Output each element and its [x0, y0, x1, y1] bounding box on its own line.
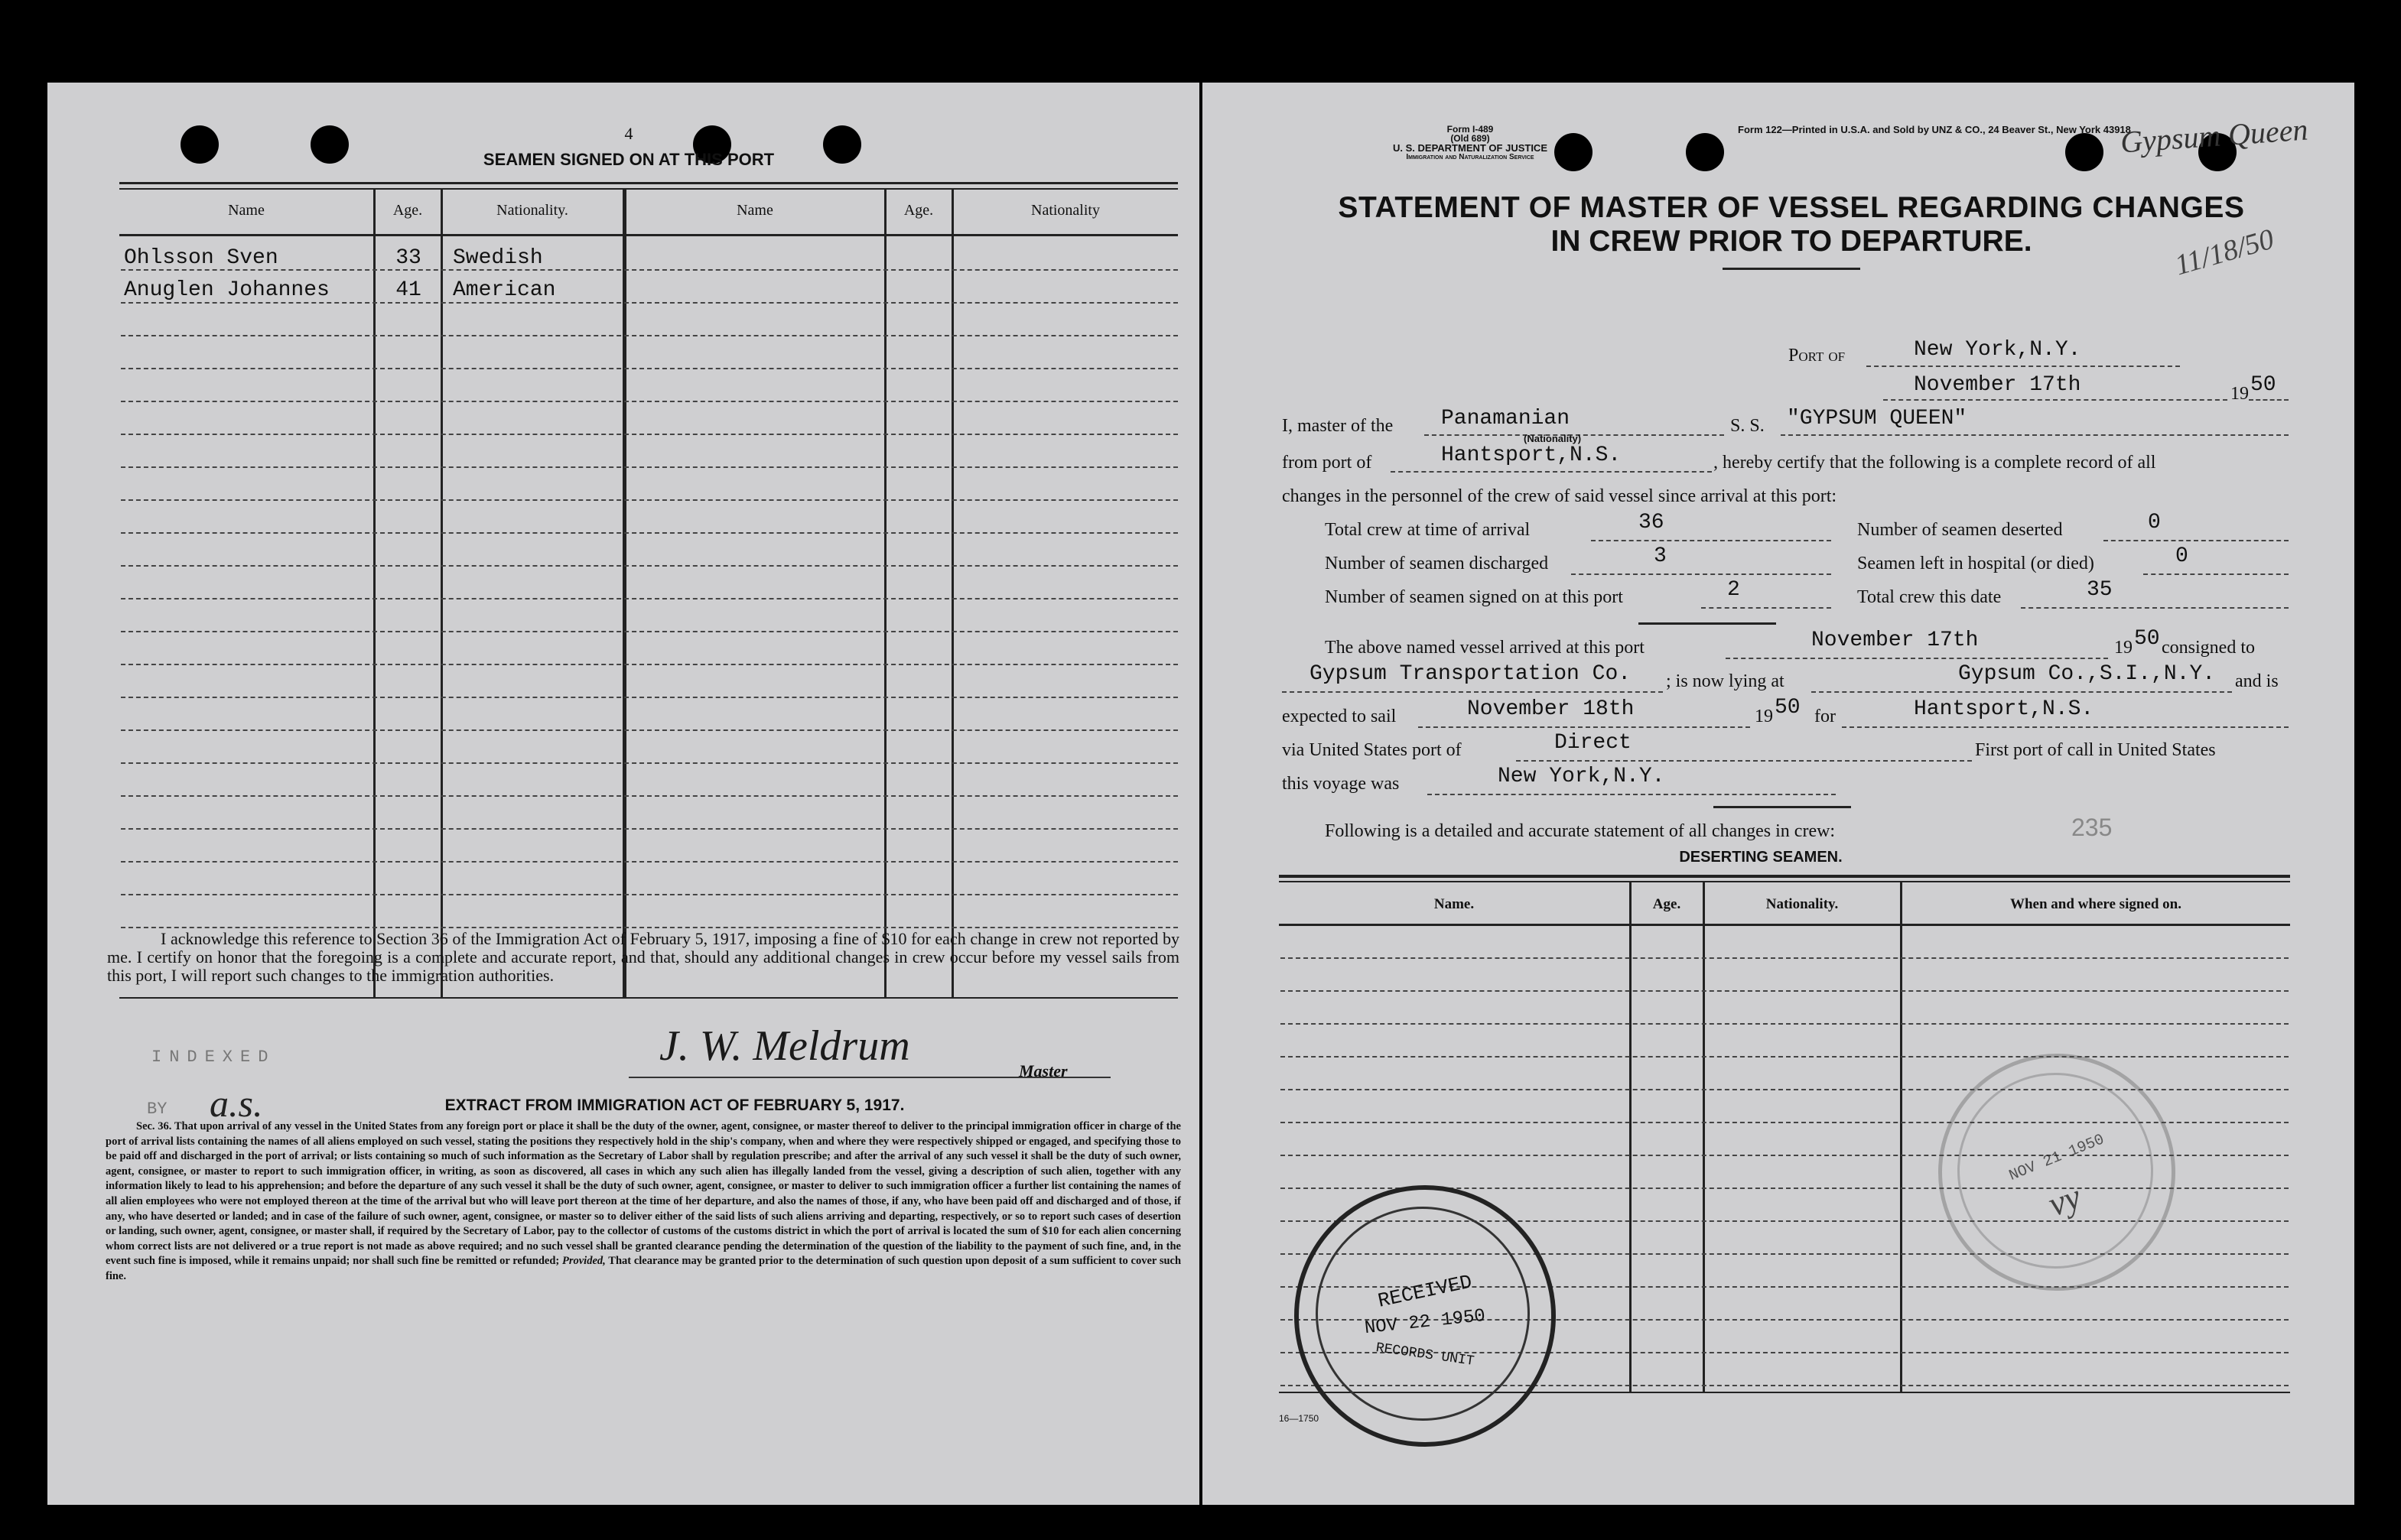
- acknowledgement-text: I acknowledge this reference to Section 36 of the Immigration Act of February 5, 1917, imposing a fine of $10 for each change in crew not reported by me. I certify on honor that the foregoing is a complete and accurate report, and that, should any additional changes in crew occur before my vessel sails from this port, I will report such changes to the immigration authorities.: [107, 929, 1179, 985]
- department: U. S. DEPARTMENT OF JUSTICE: [1393, 142, 1547, 154]
- for-value: Hantsport,N.S.: [1914, 697, 2094, 721]
- vessel-line: [1781, 434, 2289, 436]
- ss-label: S. S.: [1730, 416, 1765, 436]
- right-page: [1202, 83, 2354, 1505]
- table-cell-name: Anuglen Johannes: [124, 278, 330, 302]
- row-rule: [1280, 990, 2289, 992]
- section-title: SEAMEN SIGNED ON AT THIS PORT: [483, 150, 775, 169]
- table-cell-age: 33: [395, 246, 421, 270]
- row-rule: [121, 795, 1178, 797]
- lying-label: ; is now lying at: [1666, 671, 1784, 691]
- punch-hole: [311, 125, 349, 164]
- port-line: [1866, 366, 2180, 367]
- discharged-value: 3: [1654, 544, 1667, 568]
- total-crew-date-label: Total crew this date: [1857, 587, 2002, 607]
- form-title-line1: STATEMENT OF MASTER OF VESSEL REGARDING CHANGES: [1338, 191, 2245, 224]
- row-rule: [121, 697, 1178, 698]
- consigned-label: consigned to: [2162, 638, 2255, 658]
- index-initials: a.s.: [210, 1082, 263, 1125]
- left-page: [47, 83, 1199, 1505]
- sail-label: expected to sail: [1282, 707, 1397, 726]
- signed-on-label: Number of seamen signed on at this port: [1325, 587, 1623, 607]
- printer-line: Form 122—Printed in U.S.A. and Sold by UNZ & CO., 24 Beaver St., New York 43918: [1738, 124, 2131, 135]
- total-crew-date-line: [2021, 607, 2289, 609]
- desert-header: Nationality.: [1765, 896, 1839, 912]
- index-by: BY: [147, 1100, 168, 1119]
- row-rule: [121, 565, 1178, 567]
- sail-value: November 18th: [1467, 697, 1635, 721]
- desert-header: Age.: [1652, 896, 1681, 912]
- row-rule: [1280, 957, 2289, 959]
- nationality-value: Panamanian: [1441, 407, 1570, 430]
- discharged-label: Number of seamen discharged: [1325, 554, 1549, 573]
- voyage-value: New York,N.Y.: [1498, 765, 1665, 788]
- row-rule: [121, 499, 1178, 501]
- vessel-value: "GYPSUM QUEEN": [1787, 407, 1967, 430]
- master-label: I, master of the: [1282, 416, 1394, 436]
- extract-body: [106, 1119, 1181, 1285]
- discharged-line: [1571, 573, 1831, 575]
- table-cell-nationality: Swedish: [453, 246, 543, 270]
- handwritten-number: 235: [2071, 814, 2113, 841]
- total-crew-arrival-line: [1591, 540, 1831, 541]
- total-crew-arrival-label: Total crew at time of arrival: [1325, 520, 1531, 540]
- sail-year-prefix: 19: [1755, 707, 1773, 726]
- total-crew-arrival-value: 36: [1638, 511, 1664, 534]
- sail-year: 50: [1775, 696, 1801, 720]
- row-rule: [121, 762, 1178, 764]
- table-cell-age: 41: [395, 278, 421, 302]
- and-is: and is: [2235, 671, 2279, 691]
- port-value: New York,N.Y.: [1914, 338, 2081, 362]
- row-rule: [121, 466, 1178, 468]
- row-rule: [121, 631, 1178, 632]
- date-line: [1883, 399, 2227, 401]
- arrived-year-prefix: 19: [2114, 638, 2133, 658]
- table-header: Name: [228, 202, 265, 219]
- row-rule: [121, 598, 1178, 599]
- table-header: Nationality: [1031, 202, 1100, 219]
- form-number: Form I-489: [1446, 124, 1494, 135]
- row-rule: [1280, 1023, 2289, 1025]
- row-rule: [121, 434, 1178, 435]
- following-text: Following is a detailed and accurate statement of all changes in crew:: [1325, 821, 1836, 841]
- row-rule: [121, 532, 1178, 534]
- table-bottom-rule: [119, 997, 1178, 999]
- for-label: for: [1814, 707, 1836, 726]
- row-rule: [121, 729, 1178, 731]
- index-stamp: INDEXED: [151, 1048, 276, 1067]
- stamp-received: RECEIVED: [1375, 1270, 1475, 1313]
- consignee-line: [1282, 691, 1663, 693]
- certify-text-2: changes in the personnel of the crew of said vessel since arrival at this port:: [1282, 486, 1837, 506]
- table-header: Age.: [903, 202, 934, 219]
- arrived-year: 50: [2134, 627, 2160, 651]
- column-divider: [373, 190, 376, 999]
- stamp-date: NOV 22 1950: [1363, 1305, 1487, 1340]
- hospital-label: Seamen left in hospital (or died): [1857, 554, 2094, 573]
- desert-header: When and where signed on.: [2009, 896, 2181, 912]
- extract-proviso-word: Provided,: [562, 1255, 606, 1268]
- column-divider: [623, 190, 626, 999]
- table-header: Name: [737, 202, 773, 219]
- row-rule: [121, 335, 1178, 336]
- row-rule: [1280, 1056, 2289, 1058]
- voyage-line: [1427, 794, 1836, 795]
- date-value: November 17th: [1914, 373, 2081, 397]
- row-rule: [121, 927, 1178, 928]
- page-number: 4: [624, 124, 633, 143]
- punch-hole: [181, 125, 219, 164]
- voyage-label: this voyage was: [1282, 774, 1400, 794]
- first-port-label: First port of call in United States: [1975, 740, 2216, 760]
- counts-underline: [1638, 622, 1776, 625]
- row-rule: [121, 894, 1178, 895]
- signature-title: Master: [1019, 1061, 1068, 1080]
- certify-text: , hereby certify that the following is a complete record of all: [1713, 453, 2156, 473]
- desert-table-header-rule: [1279, 924, 2290, 926]
- column-divider: [884, 190, 887, 999]
- arrived-line: [1726, 658, 2108, 659]
- table-header: Age.: [392, 202, 423, 219]
- arrived-value: November 17th: [1811, 629, 1979, 652]
- year-prefix: 19: [2230, 384, 2249, 404]
- row-rule: [121, 828, 1178, 830]
- faint-stamp-initials: vy: [2043, 1176, 2086, 1224]
- desert-table-top: [1279, 881, 2290, 882]
- form-old: (Old 689): [1450, 133, 1490, 144]
- handwritten-date: 11/18/50: [2171, 223, 2278, 282]
- via-line: [1516, 760, 1972, 762]
- extract-title: EXTRACT FROM IMMIGRATION ACT OF FEBRUARY 5, 1917.: [444, 1097, 905, 1114]
- faint-stamp-date: NOV 21 1950: [2006, 1131, 2107, 1185]
- deserted-line: [2103, 540, 2289, 541]
- hospital-line: [2143, 573, 2289, 575]
- for-line: [1842, 726, 2289, 728]
- signed-on-line: [1701, 607, 1831, 609]
- from-port-line: [1391, 471, 1712, 473]
- extract-proviso: That clearance may be granted prior to the determination of such question upon deposit of a sum sufficient to cover such fine.: [106, 1255, 1182, 1282]
- extract-section: Sec. 36.: [136, 1120, 172, 1132]
- stamp-unit: RECORDS UNIT: [1375, 1340, 1475, 1369]
- handwritten-vessel: Gypsum Queen: [2119, 112, 2309, 160]
- from-port-label: from port of: [1282, 453, 1372, 473]
- sail-line: [1418, 726, 1750, 728]
- desert-table-top: [1279, 875, 2290, 878]
- deserting-title: DESERTING SEAMEN.: [1679, 849, 1843, 866]
- row-rule: [121, 401, 1178, 402]
- form-title-line2: IN CREW PRIOR TO DEPARTURE.: [1550, 225, 2032, 258]
- from-port-value: Hantsport,N.S.: [1441, 443, 1622, 467]
- desert-header: Name.: [1433, 896, 1475, 912]
- year-value: 50: [2250, 373, 2276, 397]
- lying-line: [1811, 691, 2232, 693]
- consignee-value: Gypsum Transportation Co.: [1309, 662, 1632, 686]
- table-header: Nationality.: [496, 202, 568, 219]
- table-top-rule: [119, 188, 1178, 190]
- received-stamp: [1294, 1185, 1556, 1447]
- column-divider: [952, 190, 954, 999]
- extract-text: That upon arrival of any vessel in the United States from any foreign port or place it shall be the duty of the owner, agent, consignee, or master thereof to deliver to the principal immigration officer in charge of the port of arrival lists containing the names of all aliens employed on such vessel, stating the positions they respectively hold in the ship's company, when and where they were respectively shipped or engaged, and specifying those to be paid off and discharged in the port of arrival; or lists containing so much of such information as the Secretary of Labor shall by regulation prescribe; and after the arrival of any such vessel it shall be the duty of such owner, agent, consignee, or master to report to such immigration officer, in writing, as soon as discovered, all cases in which any such alien has illegally landed from the vessel, giving a description of such alien, together with any information likely to lead to his apprehension; and before the departure of any such vessel it shall be the duty of such owner, agent, consignee, or master to deliver to such immigration officer a further list containing the names of all alien employees who were not employed thereon at the time of the arrival but who will leave port thereon at the time of her departure, and also the names of those, if any, who have been paid off and discharged and of those, if any, who have deserted or landed; and in case of the failure of such owner, agent, consignee, or master so to deliver either of the said lists of such aliens arriving and departing, respectively, or so to report such cases of desertion or landing, such owner, agent, consignee, or master shall, if required by the Secretary of Labor, pay to the collector of customs of the customs district in which the port of arrival is located the sum of $10 for each alien concerning whom correct lists are not delivered or a true report is not made as above required; and no such vessel shall be granted clearance pending the determination of the question of the liability to the payment of such fine, and, in the event such fine is imposed, while it remains unpaid; nor shall such fine be remitted or refunded;: [106, 1120, 1181, 1268]
- table-top-rule: [119, 182, 1178, 184]
- via-label: via United States port of: [1282, 740, 1462, 760]
- faint-stamp: [1938, 1054, 2175, 1291]
- punch-hole: [1686, 133, 1724, 171]
- hospital-value: 0: [2175, 544, 2188, 568]
- table-cell-nationality: American: [453, 278, 556, 302]
- form-footer: 16—1750: [1279, 1413, 1319, 1424]
- signed-on-value: 2: [1727, 578, 1740, 602]
- deserted-label: Number of seamen deserted: [1857, 520, 2063, 540]
- row-rule: [121, 664, 1178, 665]
- table-header-rule: [119, 234, 1178, 236]
- master-signature: J. W. Meldrum: [659, 1022, 910, 1070]
- service: Immigration and Naturalization Service: [1406, 153, 1534, 161]
- port-label: Port of: [1788, 346, 1846, 366]
- row-rule: [121, 368, 1178, 369]
- voyage-underline: [1713, 806, 1851, 808]
- lying-value: Gypsum Co.,S.I.,N.Y.: [1958, 662, 2216, 686]
- nationality-caption: (Nationality): [1524, 433, 1582, 444]
- row-rule: [121, 269, 1178, 271]
- arrived-label: The above named vessel arrived at this port: [1325, 638, 1645, 658]
- total-crew-date-value: 35: [2087, 578, 2113, 602]
- year-line: [2249, 399, 2289, 401]
- punch-hole: [2065, 133, 2103, 171]
- deserted-value: 0: [2148, 511, 2161, 534]
- row-rule: [121, 861, 1178, 863]
- row-rule: [121, 302, 1178, 304]
- via-value: Direct: [1554, 731, 1632, 755]
- title-underline: [1723, 268, 1860, 270]
- column-divider: [441, 190, 443, 999]
- table-cell-name: Ohlsson Sven: [124, 246, 278, 270]
